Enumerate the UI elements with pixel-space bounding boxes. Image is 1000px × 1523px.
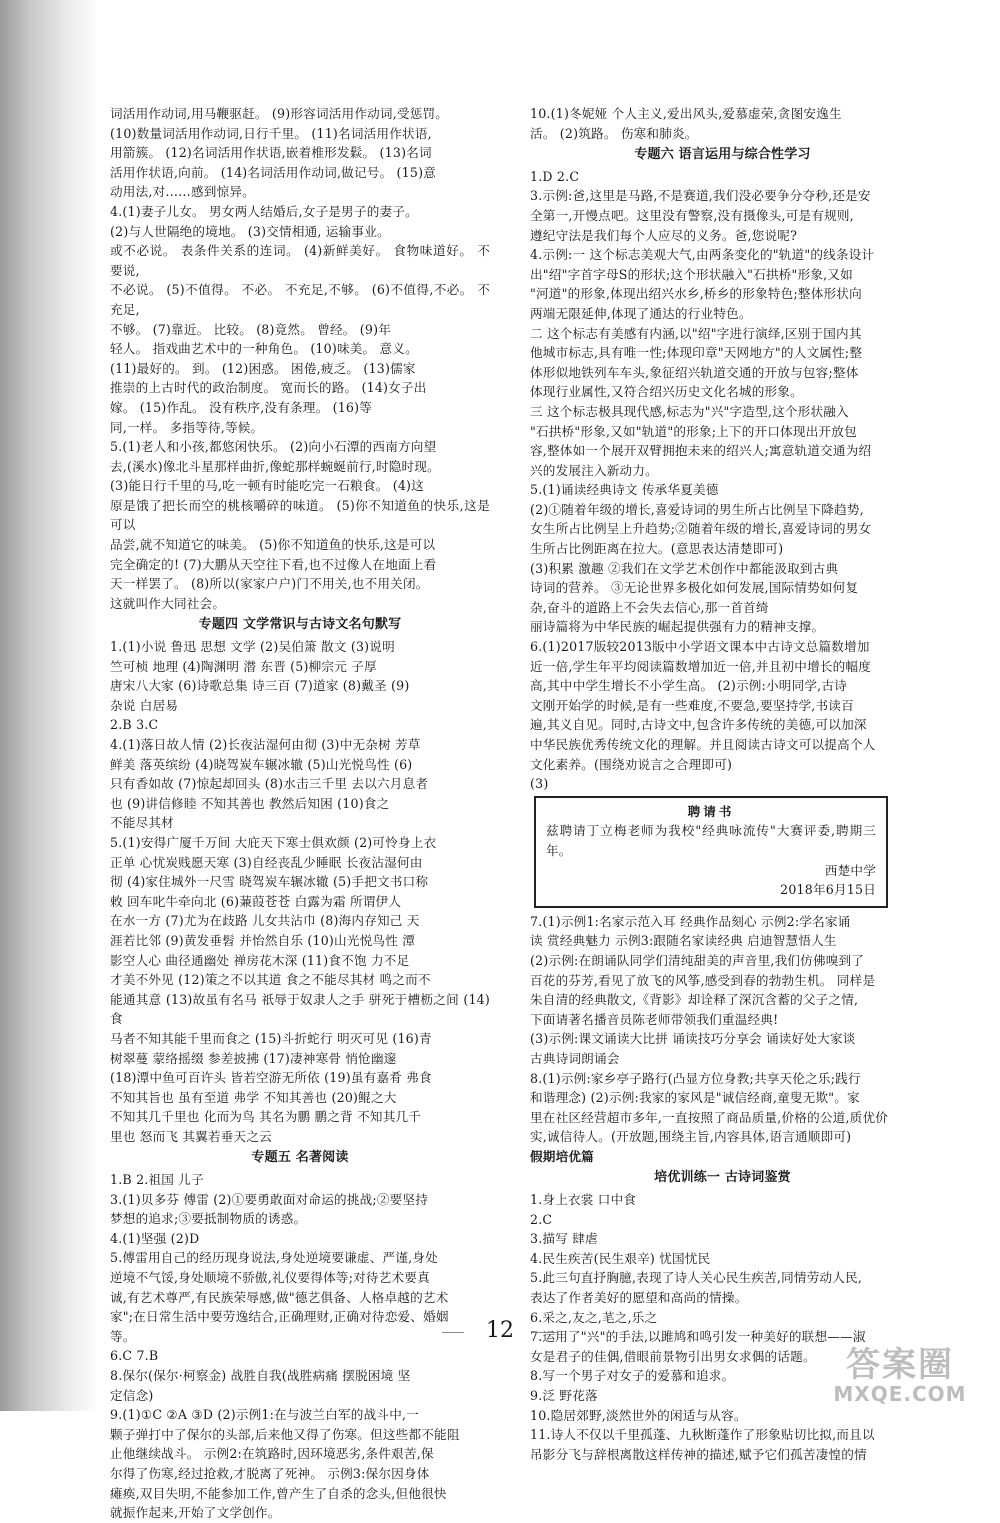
answer-line: 逆境不气馁,身处顺境不骄傲,礼仪要得体等;对待艺术要真 [110, 1270, 430, 1286]
section-heading: 培优训练一 古诗词鉴赏 [654, 1170, 791, 1186]
answer-line: 女生所占比例呈上升趋势;②随着年级的增长,喜爱诗词的男女 [530, 521, 872, 537]
answer-line: 表达了作者美好的愿望和高尚的情操。 [530, 1290, 748, 1306]
answer-line: 3.示例:爸,这里是马路,不是赛道,我们没必要争分夺秒,还是安 [530, 188, 871, 204]
answer-line: 4.(1)坚强 (2)D [110, 1230, 200, 1246]
answer-line: 2.C [530, 1211, 553, 1227]
answer-line: (3)能日行千里的马,吃一顿有时能吃完一石粮食。 (4)这 [110, 478, 424, 494]
answer-line: 和谐理念) (2)示例:我家的家风是"诚信经商,童叟无欺"。家 [530, 1090, 860, 1106]
answer-line: 树翠蔓 蒙络摇缀 参差披拂 (17)凄神寒骨 悄怆幽邃 [110, 1050, 397, 1066]
answer-line: 尔得了伤寒,经过抢救,才脱离了死神。 示例3:保尔因身体 [110, 1465, 430, 1481]
answer-line: 9.泛 野花落 [530, 1388, 598, 1403]
answer-line: 原是饿了把长而空的桃核嚼碎的味道。 (5)你不知道鱼的快乐,这是可以 [110, 497, 490, 533]
answer-line: 文化素养。(围绕劝说言之合理即可) [530, 756, 733, 772]
answer-line: 实,诚信待人。(开放题,围绕主旨,内容具体,语言通顺即可) [530, 1129, 852, 1145]
answer-line: 里也 怒而飞 其翼若垂天之云 [110, 1128, 272, 1144]
answer-line: 全第一,开慢点吧。这里没有警察,没有摄像头,可是有规则, [530, 207, 854, 223]
answer-line: 正单 心忧炭贱愿天寒 (3)自经丧乱少睡眠 长夜沾湿何由 [110, 854, 423, 870]
answer-line: 去,(溪水)像北斗星那样曲折,像蛇那样蜿蜒前行,时隐时现。 [110, 458, 440, 474]
answer-line: 才美不外见 (12)策之不以其道 食之不能尽其材 鸣之而不 [110, 972, 431, 988]
answer-line: 能通其意 (13)故虽有名马 祇辱于奴隶人之手 骈死于槽枥之间 (14)食 [110, 991, 490, 1027]
answer-line: 出"绍"字首字母S的形状;这个形状融入"石拱桥"形象,又如 [530, 266, 853, 282]
answer-line: 吊影分飞与辞根离散这样传神的描述,赋予它们孤苦凄惶的情 [530, 1446, 867, 1462]
answer-line: 文刚开始学的时候,是有一些难度,不要急,要坚持学,书读百 [530, 697, 854, 713]
letter-org: 西楚中学 [824, 862, 876, 878]
answer-line: 鲜美 落英缤纷 (4)晓驾炭车辗冰辙 (5)山光悦鸟性 (6) [110, 756, 413, 772]
answer-line: 词活用作动词,用马鞭驱赶。 (9)形容词活用作动词,受惩罚。 [110, 106, 449, 121]
answer-line: 完全确定的! (7)大鹏从天空往下看,也不过像人在地面上看 [110, 556, 437, 572]
right-column [530, 104, 915, 1464]
answer-line: 5.此三句直抒胸臆,表现了诗人关心民生疾苦,同情劳动人民, [530, 1270, 863, 1286]
answer-line: 梦想的追求;③要抵制物质的诱惑。 [110, 1211, 307, 1227]
answer-line: 遵纪守法是我们每个人应尽的义务。爸,您说呢? [530, 227, 798, 243]
answer-line: 就振作起来,开始了文学创作。 [110, 1505, 281, 1521]
answer-line: 1.身上衣裳 口中食 [530, 1192, 637, 1208]
answer-line: 里在社区经营超市多年,一直按照了商品质量,价格的公道,质优价 [530, 1109, 889, 1125]
answer-line: 止他继续战斗。 示例2:在筑路时,因环境恶劣,条件艰苦,保 [110, 1446, 434, 1462]
letter-date: 2018年6月15日 [780, 882, 876, 898]
answer-line: 定信念) [110, 1387, 154, 1403]
answer-line: 8.保尔(保尔·柯察金) 战胜自我(战胜病痛 摆脱困境 坚 [110, 1368, 411, 1383]
appointment-letter-box [534, 796, 888, 908]
answer-line: 7.运用了"兴"的手法,以雎鸠和鸣引发一种美好的联想——淑 [530, 1329, 866, 1345]
answer-line: 女是君子的佳偶,借眼前景物引出男女求偶的话题。 [530, 1348, 816, 1364]
answer-line: 诚,有艺术尊严,有民族荣辱感,做"德艺俱备、人格卓越的艺术 [110, 1289, 449, 1305]
watermark-site: MXQE.COM [833, 1382, 967, 1406]
answer-line: 不必说。 (5)不值得。 不必。 不充足,不够。 (6)不值得,不必。 不充足, [110, 282, 490, 317]
answer-line: 涯若比邻 (9)黄发垂髫 并怡然自乐 (10)山光悦鸟性 潭 [110, 932, 415, 948]
answer-line: 容,整体如一个展开双臂拥抱未来的绍兴人;寓意轨道交通为绍 [530, 443, 872, 459]
answer-line: 高,其中中学生增长不小学生高。 (2)示例:小明同学,古诗 [530, 678, 847, 694]
answer-line: 1.B 2.祖国 儿子 [110, 1172, 204, 1188]
answer-line: 7.(1)示例1:名家示范入耳 经典作品刻心 示例2:学名家诵 [530, 913, 851, 929]
answer-line: (11)最好的。 到。 (12)困惑。 困倦,疲乏。 (13)儒家 [110, 360, 416, 376]
answer-line: (2)①随着年级的增长,喜爱诗词的男生所占比例呈下降趋势, [530, 501, 864, 517]
watermark [810, 1345, 990, 1405]
answer-line: 竺可桢 地理 (4)陶渊明 潜 东晋 (5)柳宗元 子厚 [110, 658, 377, 674]
answer-line: 不够。 (7)靠近。 比较。 (8)竟然。 曾经。 (9)年 [110, 321, 392, 337]
answer-line: 等。 [110, 1328, 136, 1344]
answer-line: 两端无限延伸,体现了通达的行业特色。 [530, 305, 752, 321]
answer-line: 体现行业属性,又符合绍兴历史文化名城的形象。 [530, 384, 803, 400]
answer-line: 古典诗词朗诵会 [530, 1050, 620, 1066]
answer-line: 用箭簇。 (12)名词活用作状语,嵌着椎形发鬏。 (13)名词 [110, 145, 432, 161]
scan-edge-shadow [0, 0, 100, 1411]
answer-line: (18)潭中鱼可百许头 皆若空游无所依 (19)虽有嘉肴 弗食 [110, 1070, 432, 1086]
answer-line: (10)数量词活用作动词,日行千里。 (11)名词活用作状语, [110, 125, 432, 141]
answer-line: 只有香如故 (7)惊起却回头 (8)水击三千里 去以六月息者 [110, 776, 429, 792]
answer-line: 动用法,对……感到惊异。 [110, 184, 255, 200]
answer-line: 也 (9)讲信修睦 不知其善也 教然后知困 (10)食之 [110, 795, 390, 811]
answer-line: 唐宋八大家 (6)诗歌总集 诗三百 (7)道家 (8)戴圣 (9) [110, 678, 410, 694]
answer-line: 8.(1)示例:家乡亭子路行(凸显方位身教;共享天伦之乐;践行 [530, 1070, 861, 1086]
answer-line: "河道"的形象,体现出绍兴水乡,桥乡的形象特色;整体形状向 [530, 286, 862, 302]
answer-line: 瘫痪,双目失明,不能参加工作,曾产生了自杀的念头,但他很快 [110, 1485, 447, 1501]
answer-line: 敕 回车叱牛牵向北 (6)蒹葭苍苍 白露为霜 所谓伊人 [110, 893, 402, 909]
answer-line: 6.采之,友之,芼之,乐之 [530, 1309, 658, 1325]
answer-line: 彻 (4)家住城外一尺雪 晓驾炭车辗冰辙 (5)手把文书口称 [110, 874, 429, 890]
section-heading: 专题六 语言运用与综合性学习 [634, 147, 811, 163]
answer-line: 5.(1)安得广厦千万间 大庇天下寒士俱欢颜 (2)可怜身上衣 [110, 834, 437, 850]
answer-line: 5.(1)老人和小孩,都悠闲快乐。 (2)向小石潭的西南方向望 [110, 439, 437, 455]
page-number: 12 [470, 1318, 530, 1343]
answer-line: 生所占比例距离在拉大。(意思表达清楚即可) [530, 541, 784, 557]
answer-line: 11.诗人不仅以千里孤蓬、九秋断蓬作了形象贴切比拟,而且以 [530, 1427, 875, 1443]
answer-line: 3.(1)贝多芬 傅雷 (2)①要勇敢面对命运的挑战;②要坚持 [110, 1191, 429, 1207]
answer-line: 百花的芬芳,看见了放飞的风筝,感受到春的勃勃生机。 同样是 [530, 972, 876, 988]
answer-line: (3)示例:课文诵读大比拼 诵读技巧分享会 诵读好处大家谈 [530, 1031, 856, 1047]
letter-title: 聘请书 [687, 803, 735, 819]
answer-line: 4.示例:一 这个标志美观大气,由两条变化的"轨道"的线条设计 [530, 247, 875, 263]
answer-line: 诗词的营养。 ③无论世界多极化如何发展,国际情势如何复 [530, 580, 859, 596]
answer-line: 6.C 7.B [110, 1348, 159, 1364]
answer-line: 家";在日常生活中要劳逸结合,正确理财,正确对待恋爱、婚姻 [110, 1309, 449, 1325]
section-heading: 专题五 名著阅读 [251, 1150, 349, 1166]
answer-line: 体形似地铁列车车头,象征绍兴轨道交通的开放与包容;整体 [530, 364, 859, 380]
watermark-logo: 答案圈 [846, 1345, 954, 1385]
left-column [110, 104, 490, 1523]
answer-line: 近一倍,学生年平均阅读篇数增加近一倍,并且初中增长的幅度 [530, 658, 872, 674]
answer-line: (2)示例:在朗诵队同学们清纯甜美的声音里,我们仿佛嗅到了 [530, 952, 865, 968]
answer-line: 8.写一个男子对女子的爱慕和追求。 [530, 1368, 735, 1384]
answer-line: (2)与人世隔绝的境地。 (3)交情相通, 运输事业。 [110, 223, 390, 239]
answer-line: 1.D 2.C [530, 168, 580, 184]
answer-line: 10.隐居郊野,淡然世外的闲适与从容。 [530, 1407, 747, 1423]
answer-line: 活用作状语,向前。 (14)名词活用作动词,做记号。 (15)意 [110, 164, 436, 180]
answer-line: 二 这个标志有美感有内涵,以"绍"字进行演绎,区别于国内其 [530, 325, 862, 341]
answer-line: 不知其旨也 虽有至道 弗学 不知其善也 (20)鲲之大 [110, 1089, 397, 1105]
answer-line: 丽诗篇将为中华民族的崛起提供强有力的精神支撑。 [530, 619, 825, 635]
answer-line: 天一样罢了。 (8)所以(家家户户)门不用关,也不用关闭。 [110, 576, 429, 592]
answer-line: 在水一方 (7)尤为在歧路 儿女共沾巾 (8)海内存知己 天 [110, 913, 420, 929]
answer-line: 9.(1)①C ②A ③D (2)示例1:在与波兰白军的战斗中,一 [110, 1407, 419, 1423]
answer-line: 10.(1)冬妮娅 个人主义,爱出风头,爱慕虚荣,贪图安逸生 [530, 106, 842, 121]
answer-line: 1.(1)小说 鲁迅 思想 文学 (2)吴伯箫 散文 (3)说明 [110, 639, 395, 655]
answer-line: (3)积累 激趣 ②我们在文学艺术创作中都能汲取到古典 [530, 560, 839, 576]
answer-line: 2.B 3.C [110, 717, 159, 733]
answer-line: 马者不知其能千里而食之 (15)斗折蛇行 明灭可见 (16)青 [110, 1030, 432, 1046]
answer-line: 4.民生疾苦(民生艰辛) 忧国忧民 [530, 1250, 711, 1266]
answer-line: "石拱桥"形象,又如"轨道"的形象;上下的开口体现出开放包 [530, 423, 857, 439]
answer-line: 中华民族优秀传统文化的理解。并且阅读古诗文可以提高个人 [530, 737, 876, 752]
section-heading: 专题四 文学常识与古诗文名句默写 [198, 617, 402, 633]
answer-line: 这就叫作大同社会。 [110, 595, 226, 611]
answer-line: 5.(1)诵读经典诗文 传承华夏美德 [530, 482, 719, 498]
answer-line: 杂,奋斗的道路上不会失去信心,那一首首绮 [530, 599, 769, 615]
answer-line: 嫁。 (15)作乱。 没有秩序,没有条理。 (16)等 [110, 399, 373, 415]
answer-line: 推崇的上古时代的政治制度。 宽而长的路。 (14)女子出 [110, 380, 427, 396]
answer-line: 兴的发展注入新动力。 [530, 462, 658, 478]
answer-line: 4.(1)落日故人情 (2)长夜沾湿何由彻 (3)中无杂树 芳草 [110, 737, 421, 752]
answer-line: 6.(1)2017版较2013版中小学语文课本中古诗文总篇数增加 [530, 639, 870, 655]
answer-line: 4.(1)妻子儿女。 男女两人结婚后,女子是男子的妻子。 [110, 203, 418, 219]
answer-line: 朱自清的经典散文,《背影》却诠释了深沉含蓄的父子之情, [530, 992, 859, 1008]
answer-line: 活。 (2)筑路。 伤寒和肺炎。 [530, 125, 698, 141]
answer-line: (3) [530, 776, 549, 792]
answer-line: 不能尽其材 [110, 815, 174, 831]
answer-line: 颗子弹打中了保尔的头部,后来他又得了伤寒。但这些都不能阻 [110, 1426, 460, 1442]
answer-line: 或不必说。 表条件关系的连词。 (4)新鲜美好。 食物味道好。 不要说, [110, 243, 490, 278]
answer-line: 遍,其义自见。同时,古诗文中,包含许多传统的美德,可以加深 [530, 717, 867, 733]
answer-line: 不知其几千里也 化而为鸟 其名为鹏 鹏之背 不知其几千 [110, 1109, 422, 1125]
answer-line: 三 这个标志极具现代感,标志为"兴"字造型,这个形状融入 [530, 403, 849, 419]
answer-line: 轻人。 指戏曲艺术中的一种角色。 (10)味美。 意义。 [110, 341, 418, 357]
letter-body: 兹聘请丁立梅老师为我校"经典咏流传"大赛评委,聘期三年。 [546, 823, 876, 858]
answer-line: 影空人心 曲径通幽处 禅房花木深 (11)食不饱 力不足 [110, 952, 410, 968]
answer-line: 下面请著名播音员陈老师带领我们重温经典! [530, 1011, 779, 1027]
answer-line: 3.描写 肆虐 [530, 1231, 598, 1247]
part-label: 假期培优篇 [530, 1148, 594, 1164]
answer-line: 品尝,就不知道它的味美。 (5)你不知道鱼的快乐,这是可以 [110, 537, 436, 553]
answer-line: 读 赏经典魅力 示例3:跟随名家读经典 启迪智慧悟人生 [530, 933, 837, 949]
answer-line: 5.傅雷用自己的经历现身说法,身处逆境要谦虚、严谨,身处 [110, 1250, 438, 1266]
answer-line: 杂说 白居易 [110, 697, 179, 713]
answer-line: 他城市标志,具有唯一性;体现印章"天网地方"的人文属性;整 [530, 345, 863, 361]
answer-line: 同,一样。 多指等待,等候。 [110, 419, 264, 435]
